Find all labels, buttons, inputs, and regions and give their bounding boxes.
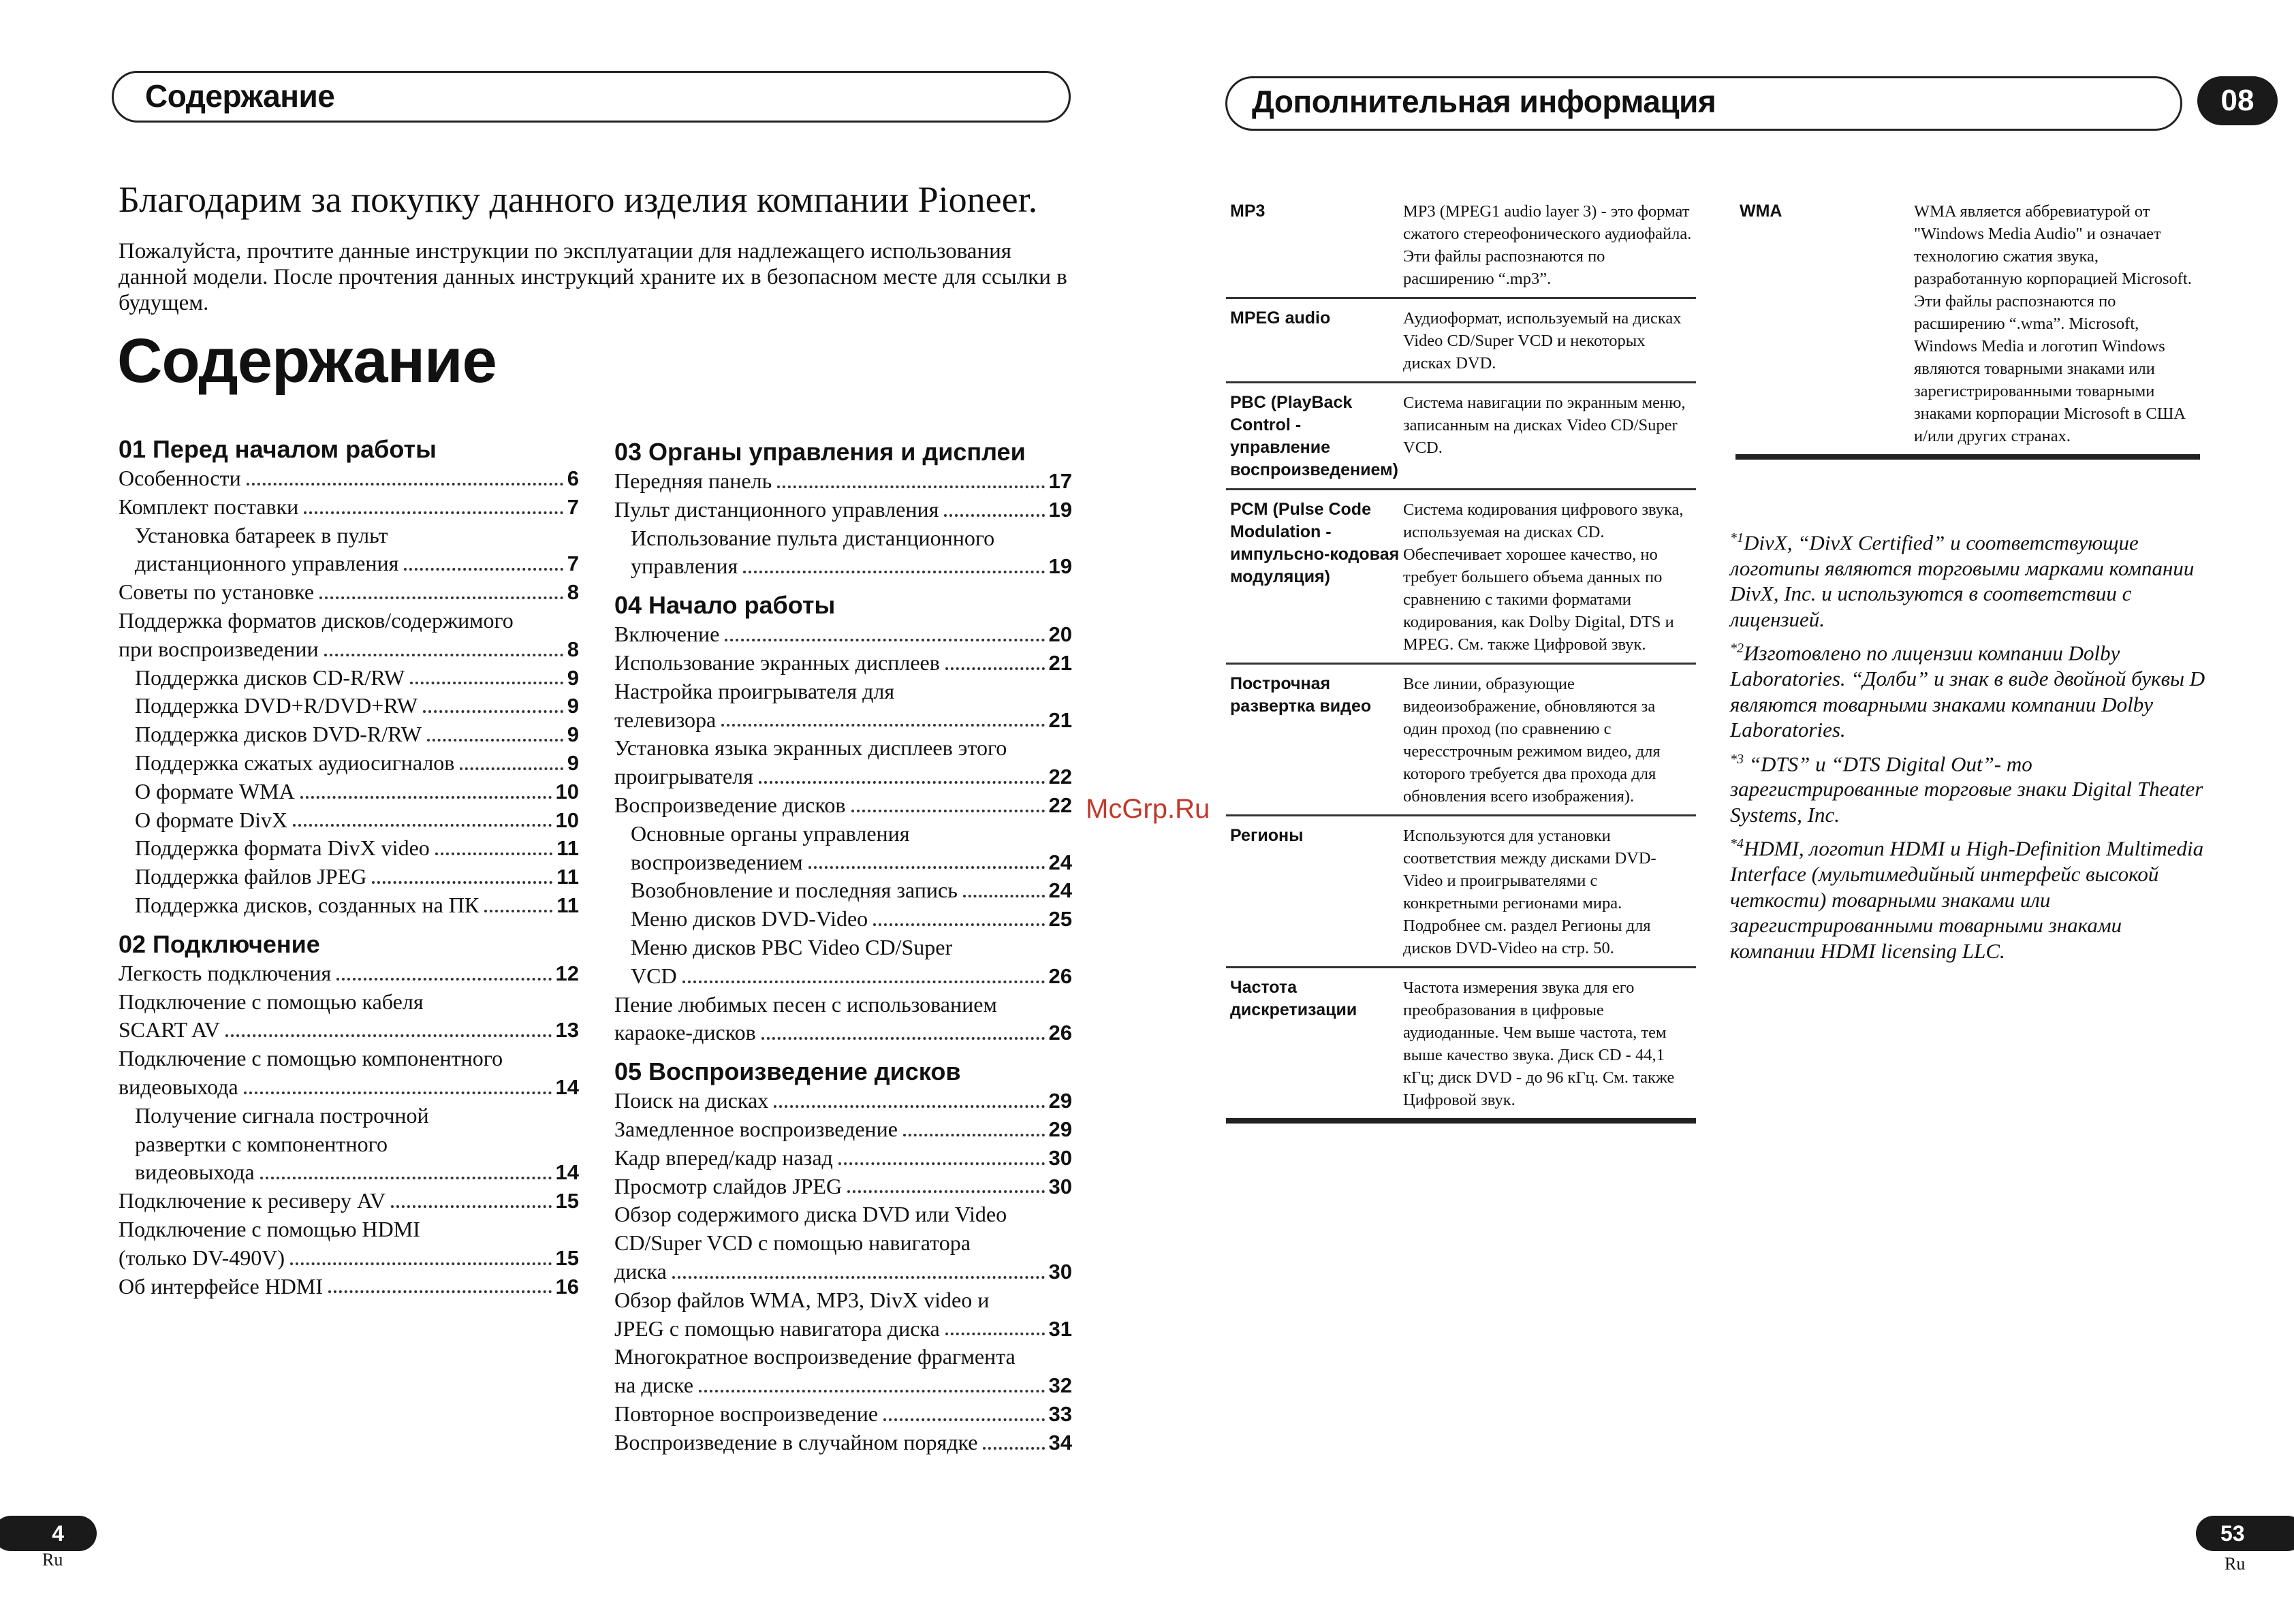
- dot-leader: [983, 1447, 1044, 1450]
- toc-entry-title: Комплект поставки: [119, 494, 299, 519]
- toc-entry[interactable]: [119, 749, 579, 778]
- toc-entry[interactable]: [614, 1315, 1072, 1343]
- toc-entry[interactable]: [119, 635, 579, 664]
- toc-entry-title: Воспроизведение дисков: [614, 792, 846, 817]
- intro-paragraph: Пожалуйста, прочтите данные инструкции по эксплуатации для надлежащего использования данной модели. После прочтения данных инструкций храните их в безопасном месте для ссылки в будущем.: [119, 239, 1067, 315]
- glossary-term: Построчная развертка видео: [1230, 674, 1372, 716]
- toc-entry[interactable]: [119, 778, 579, 806]
- toc-entry-page: 21: [1048, 650, 1072, 675]
- toc-entry-line[interactable]: Поддержка форматов дисков/содержимого: [119, 607, 514, 633]
- toc-entry[interactable]: [614, 1144, 1072, 1173]
- toc-entry-page: 25: [1048, 907, 1072, 932]
- toc-entry-page: 12: [555, 961, 579, 985]
- dot-leader: [324, 654, 563, 656]
- dot-leader: [435, 853, 552, 855]
- page-number: 4: [52, 1521, 64, 1546]
- toc-entry-title: Кадр вперед/кадр назад: [614, 1145, 833, 1170]
- toc-entry-title: Возобновление и последняя запись: [631, 878, 958, 903]
- glossary-definition: WMA является аббревиатурой от "Windows Media Audio" и означает технологию сжатия звука, разработанную корпорацией Microsoft. Эти файлы распознаются по расширению “.wma”. Microsoft, Windows Media и логотип Windows являются товарными знаками или зарегистрированными товарными знаками корпорации Microsoft в США и/или других странах.: [1914, 202, 2192, 445]
- chapter-badge: 08: [2197, 76, 2278, 125]
- toc-entry-page: 7: [567, 494, 579, 519]
- footnote: [1730, 526, 2207, 632]
- toc-entry-page: 8: [567, 637, 579, 661]
- glossary-row: [1226, 968, 1696, 1124]
- section-header-title: Дополнительная информация: [1252, 84, 1716, 119]
- toc-entry[interactable]: [119, 578, 579, 607]
- dot-leader: [725, 639, 1044, 641]
- footnote-text: “DTS” и “DTS Digital Out”- то зарегистрированные торговые знаки Digital Theater Systems, Inc.: [1730, 751, 2203, 827]
- dot-leader: [404, 568, 563, 571]
- toc-entry-title: Меню дисков DVD-Video: [631, 906, 868, 932]
- toc-entry-page: 21: [1048, 707, 1072, 732]
- toc-entry-line[interactable]: Установка батареек в пульт: [135, 522, 388, 547]
- toc-entry[interactable]: [119, 493, 579, 522]
- toc-entry[interactable]: [614, 706, 1072, 735]
- toc-entry-line[interactable]: Пение любимых песен с использованием: [614, 991, 997, 1017]
- toc-entry-line[interactable]: развертки с компонентного: [135, 1131, 388, 1156]
- toc-column-2: [614, 437, 1072, 1457]
- dot-leader: [903, 1134, 1045, 1136]
- dot-leader: [293, 824, 551, 827]
- toc-entry[interactable]: [119, 1273, 579, 1301]
- toc-entry-title: JPEG с помощью навигатора диска: [614, 1316, 940, 1341]
- toc-entry-page: 14: [555, 1160, 579, 1185]
- toc-entry[interactable]: [614, 848, 1072, 877]
- toc-entry-title: Поддержка сжатых аудиосигналов: [135, 750, 455, 775]
- toc-section-heading: 02 Подключение: [119, 929, 320, 958]
- toc-entry-title: Использование экранных дисплеев: [614, 650, 940, 675]
- toc-entry-title: Особенности: [119, 466, 241, 490]
- toc-entry-title: Замедленное воспроизведение: [614, 1116, 898, 1141]
- toc-entry-title: О формате WMA: [135, 778, 295, 803]
- toc-entry[interactable]: [614, 791, 1072, 820]
- toc-entry-title: видеовыхода: [119, 1074, 238, 1099]
- language-label: Ru: [42, 1550, 63, 1570]
- glossary-definition: Все линии, образующие видеоизображение, обновляются за один проход (по сравнению с чересстрочным режимом видео, для которого требуется два прохода для обновления всего изображения).: [1403, 675, 1661, 806]
- page-number-badge: [2196, 1516, 2294, 1551]
- toc-entry[interactable]: [614, 962, 1072, 991]
- dot-leader: [945, 1333, 1045, 1335]
- toc-entry-title: караоке-дисков: [614, 1020, 756, 1045]
- toc-entry[interactable]: [614, 467, 1072, 496]
- dot-leader: [883, 1418, 1044, 1421]
- dot-leader: [372, 881, 552, 884]
- toc-entry[interactable]: [614, 620, 1072, 649]
- dot-leader: [328, 1290, 552, 1293]
- toc-entry-page: 16: [555, 1274, 579, 1299]
- dot-leader: [423, 710, 563, 713]
- toc-entry-title: Воспроизведение в случайном порядке: [614, 1429, 978, 1454]
- toc-entry-line[interactable]: Настройка проигрывателя для: [614, 678, 895, 703]
- toc-entry-title: видеовыхода: [135, 1160, 255, 1185]
- section-header-pill: [112, 71, 1071, 123]
- dot-leader: [963, 895, 1045, 897]
- glossary-definition: Аудиоформат, используемый на дисках Video CD/Super VCD и некоторых дисках DVD.: [1403, 309, 1682, 372]
- toc-entry-page: 19: [1048, 554, 1072, 579]
- dot-leader: [319, 596, 563, 599]
- toc-entry[interactable]: [119, 664, 579, 692]
- toc-entry-title: Поддержка дисков, созданных на ПК: [135, 892, 480, 917]
- footnote-text: Изготовлено по лицензии компании Dolby Laboratories. “Долби” и знак в виде двойной буквы D являются товарными знаками компании Dolby Laboratories.: [1730, 641, 2205, 742]
- toc-entry-page: 13: [555, 1018, 579, 1042]
- dot-leader: [851, 810, 1045, 812]
- dot-leader: [944, 514, 1044, 517]
- toc-entry[interactable]: [614, 1087, 1072, 1115]
- toc-entry-page: 30: [1048, 1174, 1072, 1198]
- toc-entry-line[interactable]: Установка языка экранных дисплеев этого: [614, 735, 1007, 761]
- toc-entry-title: телевизора: [614, 707, 717, 732]
- glossary-term: WMA: [1740, 202, 1782, 221]
- toc-entry-title: воспроизведением: [631, 849, 803, 874]
- glossary-definition: MP3 (MPEG1 audio layer 3) - это формат сжатого стереофонического аудиофайла. Эти файлы распознаются по расширению “.mp3”.: [1403, 202, 1692, 288]
- toc-entry-title: Передняя панель: [614, 468, 772, 493]
- dot-leader: [460, 767, 563, 770]
- thanks-heading: Благодарим за покупку данного изделия компании Pioneer.: [119, 179, 1038, 220]
- toc-entry-line[interactable]: Подключение с помощью HDMI: [119, 1216, 420, 1241]
- toc-column-1: [119, 434, 579, 1301]
- toc-entry-title: Поддержка формата DivX video: [135, 835, 430, 861]
- toc-section-heading: 03 Органы управления и дисплеи: [614, 438, 1026, 466]
- footnotes: [1730, 526, 2207, 968]
- toc-entry-page: 32: [1048, 1373, 1072, 1398]
- toc-entry-page: 19: [1048, 497, 1072, 522]
- toc-entry-title: Поиск на дисках: [614, 1088, 769, 1113]
- contents-title: Содержание: [117, 326, 497, 396]
- toc-entry-page: 24: [1048, 878, 1072, 903]
- dot-leader: [777, 485, 1044, 488]
- footnote-text: DivX, “DivX Certified” и соответствующие логотипы являются торговыми марками компании DivX, Inc. и используются в соответствии с лицензией.: [1730, 530, 2195, 631]
- dot-leader: [873, 923, 1044, 926]
- toc-entry-page: 15: [555, 1189, 579, 1213]
- toc-entry[interactable]: [119, 863, 579, 891]
- toc-entry[interactable]: [119, 1158, 579, 1187]
- toc-entry[interactable]: [614, 1258, 1072, 1286]
- glossary-row: [1226, 490, 1696, 665]
- toc-section-heading: 01 Перед началом работы: [119, 435, 437, 463]
- toc-entry-page: 10: [555, 808, 579, 832]
- toc-entry-page: 34: [1048, 1430, 1072, 1454]
- toc-entry-page: 17: [1048, 469, 1072, 493]
- toc-entry-page: 26: [1048, 964, 1072, 988]
- toc-entry-title: проигрывателя: [614, 764, 753, 789]
- dot-leader: [945, 667, 1045, 670]
- dot-leader: [410, 682, 563, 684]
- toc-entry[interactable]: [119, 464, 579, 493]
- toc-entry-line[interactable]: Подключение с помощью кабеля: [119, 989, 424, 1014]
- toc-entry[interactable]: [614, 649, 1072, 678]
- glossary-definition: Система навигации по экранным меню, записанным на дисках Video CD/Super VCD.: [1403, 394, 1686, 457]
- toc-entry-line[interactable]: CD/Super VCD с помощью навигатора: [614, 1230, 971, 1256]
- toc-entry[interactable]: [119, 891, 579, 920]
- toc-entry-title: SCART AV: [119, 1017, 220, 1042]
- toc-entry-title: Пульт дистанционного управления: [614, 496, 939, 522]
- toc-entry-page: 7: [567, 552, 579, 576]
- toc-entry-page: 11: [556, 865, 579, 889]
- toc-entry[interactable]: [119, 1244, 579, 1273]
- dot-leader: [774, 1105, 1044, 1108]
- toc-entry-page: 22: [1048, 793, 1072, 817]
- toc-entry-page: 11: [556, 836, 579, 861]
- dot-leader: [721, 724, 1044, 727]
- dot-leader: [300, 796, 552, 799]
- toc-entry[interactable]: [614, 1173, 1072, 1201]
- toc-entry-title: (только DV-490V): [119, 1245, 285, 1270]
- glossary-row: [1226, 299, 1696, 383]
- glossary-wma: [1735, 192, 2200, 460]
- toc-entry-title: VCD: [631, 963, 677, 988]
- footnote-mark: *3: [1730, 751, 1744, 767]
- glossary-table: [1226, 192, 1696, 1124]
- watermark-link[interactable]: McGrp.Ru: [1086, 794, 1210, 824]
- toc-entry[interactable]: [119, 550, 579, 578]
- toc-entry-title: Поддержка файлов JPEG: [135, 864, 367, 889]
- glossary-row: [1735, 192, 2200, 460]
- glossary-definition: Система кодирования цифрового звука, используемая на дисках CD. Обеспечивает хорошее качество, но требует большего объема данных по сравнению с такими форматами кодирования, как Dolby Digital, DTS и MPEG. См. также Цифровой звук.: [1403, 500, 1684, 654]
- footnote-text: HDMI, логотип HDMI и High-Definition Multimedia Interface (мультимедийный интерфейс высокой четкости) товарными знаками или зарегистрированными товарными знаками компании HDMI licensing LLC.: [1730, 836, 2204, 963]
- toc-entry-page: 6: [567, 466, 579, 490]
- toc-entry[interactable]: [614, 1115, 1072, 1144]
- dot-leader: [759, 781, 1045, 784]
- toc-entry-line[interactable]: Использование пульта дистанционного: [631, 525, 995, 550]
- toc-entry-page: 14: [555, 1074, 579, 1099]
- toc-entry-title: Подключение к ресиверу AV: [119, 1188, 386, 1213]
- toc-entry-page: 30: [1048, 1259, 1072, 1284]
- dot-leader: [247, 483, 563, 485]
- toc-entry-line[interactable]: Подключение с помощью компонентного: [119, 1046, 503, 1071]
- section-header-pill: [1225, 76, 2182, 131]
- toc-entry-line[interactable]: Многократное воспроизведение фрагмента: [614, 1344, 1016, 1369]
- toc-section-heading: 04 Начало работы: [614, 591, 836, 620]
- dot-leader: [484, 910, 552, 912]
- toc-entry-title: Включение: [614, 622, 720, 647]
- toc-entry-page: 31: [1048, 1316, 1072, 1341]
- section-header-title: Содержание: [145, 78, 335, 114]
- dot-leader: [391, 1205, 551, 1208]
- toc-entry-line[interactable]: Меню дисков PBC Video CD/Super: [631, 934, 953, 959]
- toc-entry-line[interactable]: Обзор файлов WMA, MP3, DivX video и: [614, 1287, 990, 1312]
- toc-entry-title: Поддержка DVD+R/DVD+RW: [135, 693, 418, 718]
- toc-entry-line[interactable]: Основные органы управления: [631, 821, 910, 846]
- glossary-definition: Частота измерения звука для его преобразования в цифровые аудиоданные. Чем выше частота, тем выше качество звука. Диск CD - 44,1 кГц; диск DVD - до 96 кГц. См. также Цифровой звук.: [1403, 978, 1675, 1109]
- glossary-term: MPEG audio: [1230, 308, 1331, 328]
- toc-entry[interactable]: [614, 1429, 1072, 1457]
- toc-entry-page: 9: [567, 750, 579, 775]
- toc-entry-title: О формате DivX: [135, 807, 288, 832]
- toc-entry-page: 24: [1048, 850, 1072, 874]
- toc-entry-title: Просмотр слайдов JPEG: [614, 1173, 843, 1198]
- toc-entry-page: 29: [1048, 1089, 1072, 1113]
- toc-entry[interactable]: [614, 552, 1072, 581]
- toc-entry[interactable]: [119, 1073, 579, 1102]
- dot-leader: [838, 1162, 1045, 1165]
- toc-entry[interactable]: [614, 1371, 1072, 1400]
- toc-entry-title: диска: [614, 1258, 667, 1284]
- dot-leader: [672, 1276, 1045, 1279]
- toc-entry-title: дистанционного управления: [135, 551, 399, 576]
- dot-leader: [336, 978, 551, 981]
- glossary-term: Регионы: [1230, 826, 1304, 845]
- dot-leader: [225, 1034, 552, 1037]
- toc-entry-page: 11: [556, 893, 579, 917]
- dot-leader: [743, 571, 1044, 573]
- glossary-term: PCM (Pulse Code Modulation - импульсно-кодовая модуляция): [1230, 500, 1400, 586]
- toc-entry-page: 9: [567, 694, 579, 718]
- dot-leader: [304, 511, 563, 514]
- footnote-mark: *1: [1730, 530, 1744, 545]
- toc-entry[interactable]: [614, 763, 1072, 791]
- toc-entry-page: 10: [555, 779, 579, 803]
- toc-entry-title: Советы по установке: [119, 579, 315, 605]
- toc-entry-title: Повторное воспроизведение: [614, 1401, 879, 1426]
- toc-entry[interactable]: [119, 692, 579, 720]
- footnote-mark: *2: [1730, 641, 1744, 656]
- toc-entry-page: 8: [567, 580, 579, 605]
- toc-entry[interactable]: [119, 834, 579, 863]
- toc-entry-page: 9: [567, 665, 579, 690]
- glossary-definition: Используются для установки соответствия между дисками DVD-Video и проигрывателями с конкретными регионами мира. Подробнее см. раздел Регионы для дисков DVD-Video на стр. 50.: [1403, 827, 1656, 957]
- glossary-term: PBC (PlayBack Control - управление воспроизведением): [1230, 393, 1398, 479]
- toc-entry[interactable]: [119, 1187, 579, 1215]
- toc-entry[interactable]: [119, 806, 579, 835]
- toc-section-heading: 05 Воспроизведение дисков: [614, 1057, 961, 1086]
- toc-entry[interactable]: [119, 959, 579, 988]
- toc-entry-title: Легкость подключения: [119, 960, 332, 985]
- toc-entry-page: 15: [555, 1245, 579, 1270]
- glossary-row: [1226, 192, 1696, 299]
- toc-entry[interactable]: [614, 905, 1072, 934]
- toc-entry-page: 9: [567, 722, 579, 747]
- toc-entry-title: Об интерфейсе HDMI: [119, 1273, 324, 1299]
- toc-entry-title: на диске: [614, 1373, 693, 1398]
- dot-leader: [427, 739, 563, 742]
- toc-entry-page: 26: [1048, 1021, 1072, 1045]
- page-number: 53: [2220, 1521, 2245, 1546]
- toc-entry-page: 30: [1048, 1145, 1072, 1170]
- glossary-term: MP3: [1230, 202, 1266, 221]
- glossary-row: [1226, 816, 1696, 968]
- toc-entry[interactable]: [614, 1400, 1072, 1429]
- dot-leader: [699, 1390, 1045, 1392]
- toc-entry[interactable]: [614, 496, 1072, 524]
- language-label: Ru: [2225, 1554, 2246, 1574]
- toc-entry-page: 20: [1048, 622, 1072, 647]
- toc-entry[interactable]: [119, 1016, 579, 1045]
- glossary-row: [1226, 665, 1696, 816]
- toc-entry[interactable]: [614, 876, 1072, 905]
- toc-entry-title: управления: [631, 554, 738, 579]
- toc-entry-page: 22: [1048, 765, 1072, 789]
- toc-entry-line[interactable]: Обзор содержимого диска DVD или Video: [614, 1202, 1007, 1227]
- dot-leader: [808, 866, 1045, 869]
- toc-entry-page: 33: [1048, 1401, 1072, 1426]
- toc-entry-title: при воспроизведении: [119, 636, 319, 661]
- glossary-row: [1226, 383, 1696, 490]
- toc-entry-line[interactable]: Получение сигнала построчной: [135, 1102, 429, 1128]
- footnote: [1730, 747, 2207, 828]
- footnote: [1730, 831, 2207, 964]
- dot-leader: [682, 981, 1045, 983]
- dot-leader: [847, 1190, 1044, 1193]
- toc-entry[interactable]: [119, 720, 579, 749]
- toc-entry-title: Поддержка дисков DVD-R/RW: [135, 722, 422, 747]
- glossary-term: Частота дискретизации: [1230, 978, 1357, 1019]
- dot-leader: [290, 1262, 552, 1265]
- footnote-mark: *4: [1730, 836, 1744, 852]
- dot-leader: [244, 1092, 552, 1094]
- dot-leader: [260, 1177, 552, 1179]
- page-number-badge: [0, 1516, 97, 1551]
- footnote: [1730, 636, 2207, 742]
- dot-leader: [761, 1037, 1045, 1040]
- toc-entry-title: Поддержка дисков CD-R/RW: [135, 665, 405, 690]
- toc-entry-page: 29: [1048, 1117, 1072, 1141]
- toc-entry[interactable]: [614, 1019, 1072, 1047]
